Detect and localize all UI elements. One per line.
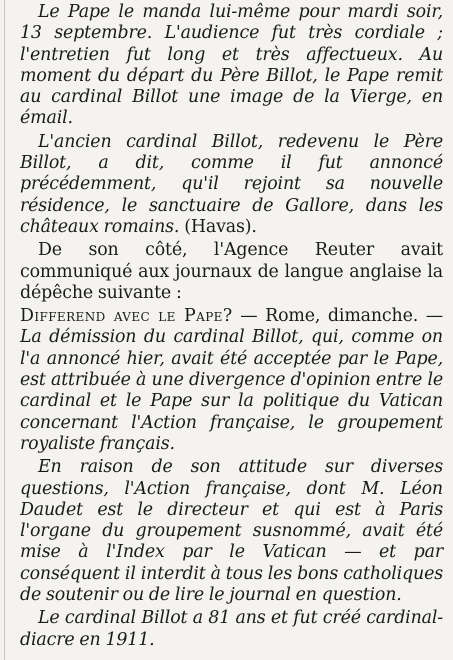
dateline: — Rome, dimanche. —	[240, 306, 443, 327]
paragraph-text: La démission du cardinal Billot, qui, comme on l'a annoncé hier, avait été acceptée par le Pape, est attribuée à une divergence d'opinion entre le cardinal et le Pape sur la politique du Vatican concernant l'Action française, le groupement royaliste français.	[20, 327, 443, 454]
paragraph-index	[20, 457, 443, 606]
paragraph-text: Le cardinal Billot a 81 ans et fut créé cardinal-diacre en 1911.	[20, 608, 443, 650]
section-heading: Differend avec le Pape?	[20, 306, 233, 327]
news-agency-credit: (Havas).	[184, 216, 257, 237]
paragraph-text: En raison de son attitude sur diverses questions, l'Action française, dont M. Léon Daudet est le directeur et qui est à Paris l'organe du groupement susnommé, avait été mise à l'Index par le Vatican — et par conséquent il interdit à tous les bons catholiques de soutenir ou de lire le journal en question.	[20, 457, 443, 606]
paragraph-reuter	[20, 240, 443, 304]
paragraph-text: Le Pape le manda lui-même pour mardi soir, 13 septembre. L'audience fut très cordiale ; l'entretien fut long et très affectueux. Au moment du départ du Père Billot, le Pape remit au cardinal Billot une image de la Vierge, en émail.	[20, 2, 443, 129]
paragraph-billot-residence	[20, 132, 443, 238]
paragraph-text: L'ancien cardinal Billot, redevenu le Père Billot, a dit, comme il fut annoncé précédemment, qu'il rejoint sa nouvelle résidence, le sanctuaire de Gallore, dans les châteaux romains.	[20, 131, 443, 237]
paragraph-differend	[20, 306, 443, 455]
paragraph-text: De son côté, l'Agence Reuter avait communiqué aux journaux de langue anglaise la dépêche suivante :	[20, 240, 443, 303]
paragraph-age	[20, 608, 443, 651]
paragraph-audience	[20, 2, 443, 130]
